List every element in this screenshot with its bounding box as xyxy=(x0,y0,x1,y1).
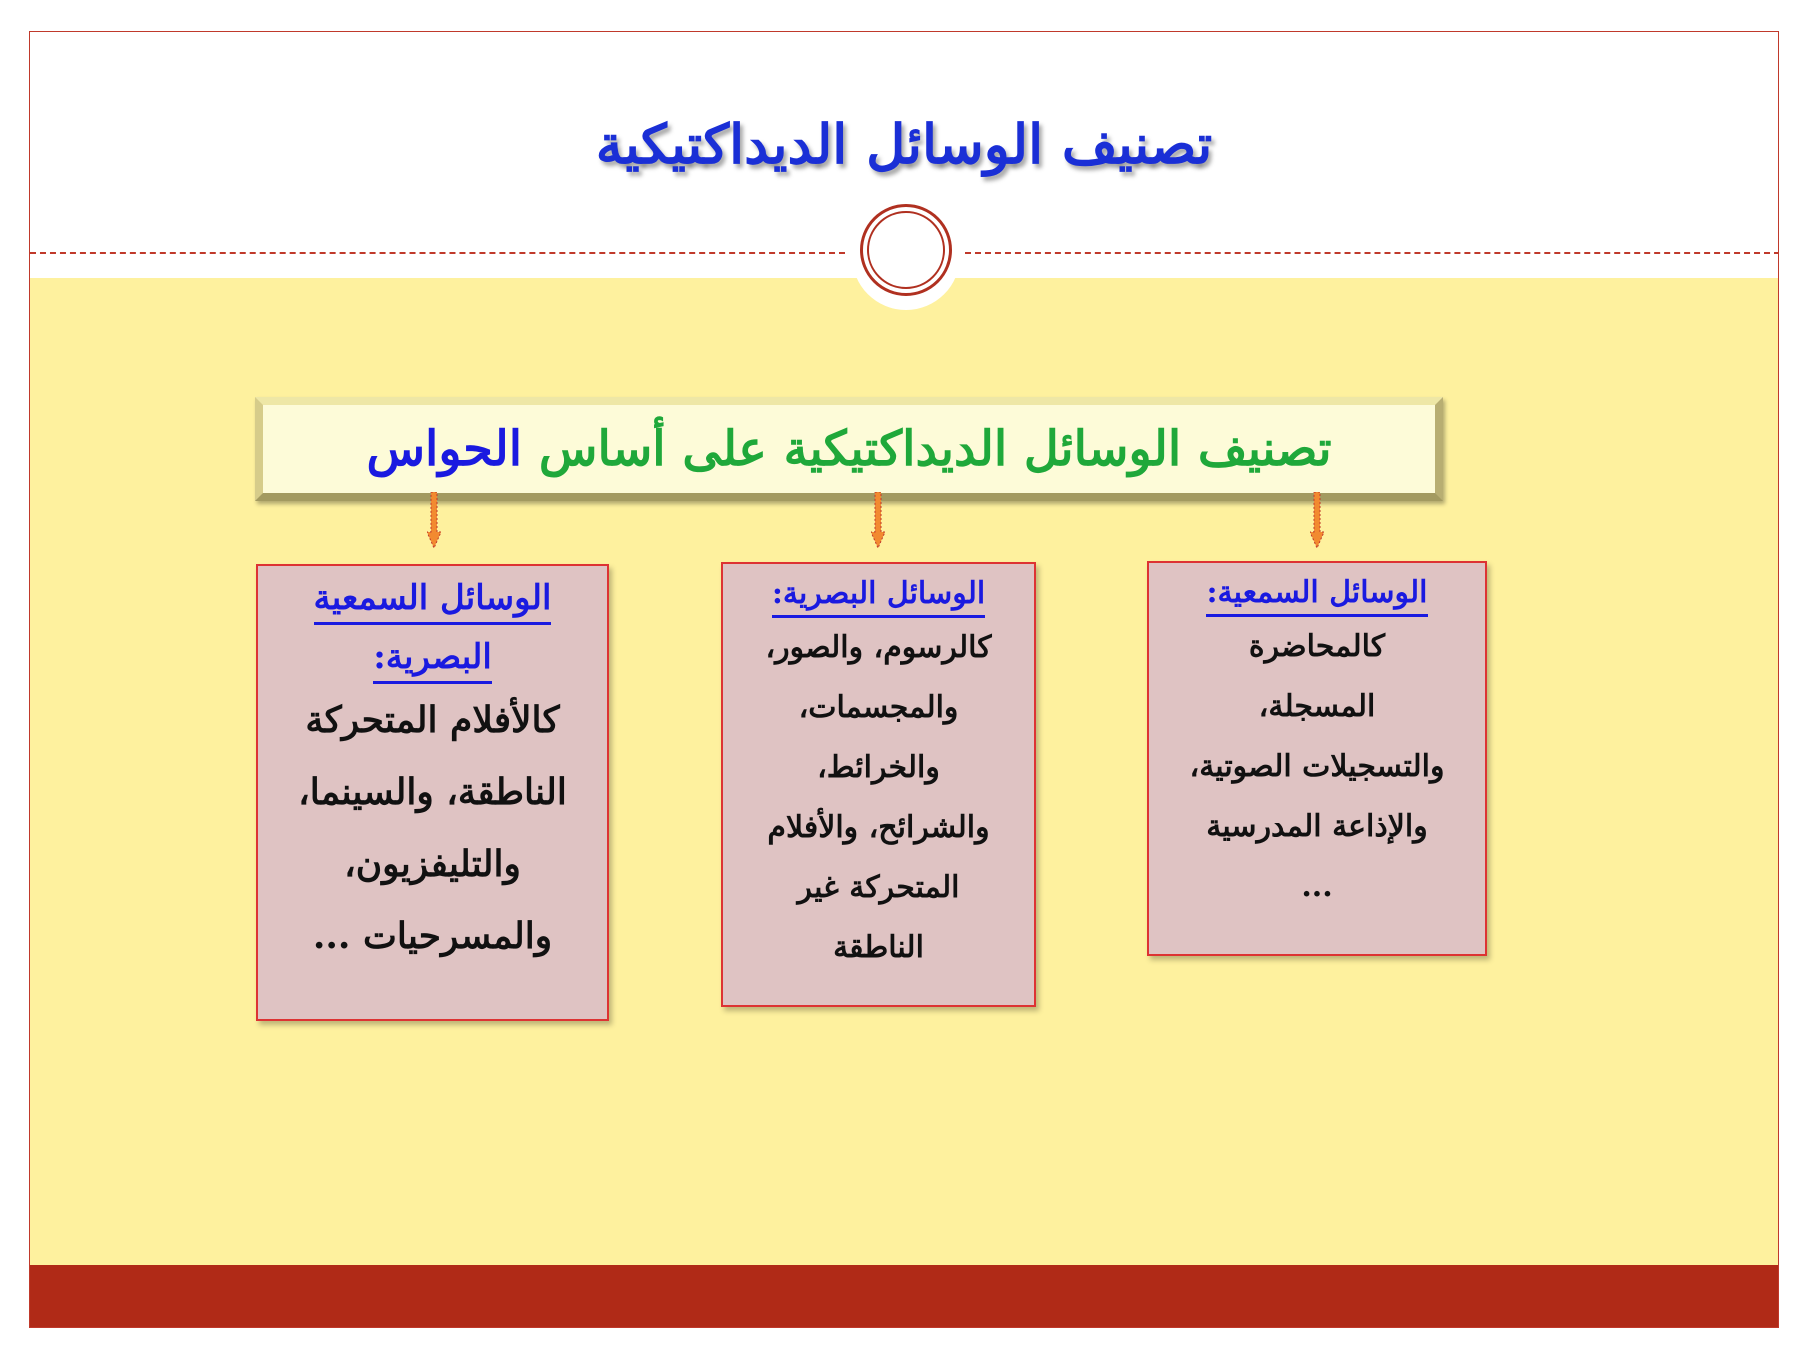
box-heading: الوسائل السمعية: xyxy=(1206,575,1427,617)
box-heading: البصرية: xyxy=(373,637,492,684)
classification-banner xyxy=(255,397,1443,501)
box-heading: الوسائل البصرية: xyxy=(772,576,985,618)
box-line: والإذاعة المدرسية xyxy=(1206,809,1428,844)
dashed-divider-left xyxy=(30,252,845,254)
box-line: والمسرحيات ... xyxy=(312,915,553,957)
footer-bar xyxy=(30,1265,1778,1328)
arrow-down-icon xyxy=(871,492,885,548)
box-line: كالرسوم، والصور، xyxy=(765,630,992,665)
box-line: كالمحاضرة xyxy=(1248,629,1386,664)
box-auditory xyxy=(1147,561,1487,956)
box-line: والتسجيلات الصوتية، xyxy=(1189,749,1445,784)
dashed-divider-right xyxy=(965,252,1779,254)
box-line: المتحركة غير xyxy=(797,870,960,905)
arrow-down-icon xyxy=(427,492,441,548)
slide xyxy=(29,31,1779,1328)
box-line: كالأفلام المتحركة xyxy=(305,699,560,741)
box-line: ... xyxy=(1301,869,1333,904)
banner-text: تصنيف الوسائل الديداكتيكية على أساس xyxy=(538,421,1332,477)
slide-title: تصنيف الوسائل الديداكتيكية xyxy=(595,112,1213,176)
box-line: الناطقة، والسينما، xyxy=(298,771,567,813)
arrow-down-icon xyxy=(1310,492,1324,548)
box-line: الناطقة xyxy=(833,930,924,965)
banner-highlight: الحواس xyxy=(366,421,523,477)
box-line: والخرائط، xyxy=(817,750,940,785)
box-line: المسجلة، xyxy=(1258,689,1376,724)
box-visual xyxy=(721,562,1036,1007)
box-line: والتليفزيون، xyxy=(344,843,521,885)
box-line: والمجسمات، xyxy=(798,690,959,725)
box-audiovisual xyxy=(256,564,609,1021)
box-heading: الوسائل السمعية xyxy=(314,578,552,625)
box-line: والشرائح، والأفلام xyxy=(767,810,990,845)
circle-ornament-icon xyxy=(860,204,952,296)
